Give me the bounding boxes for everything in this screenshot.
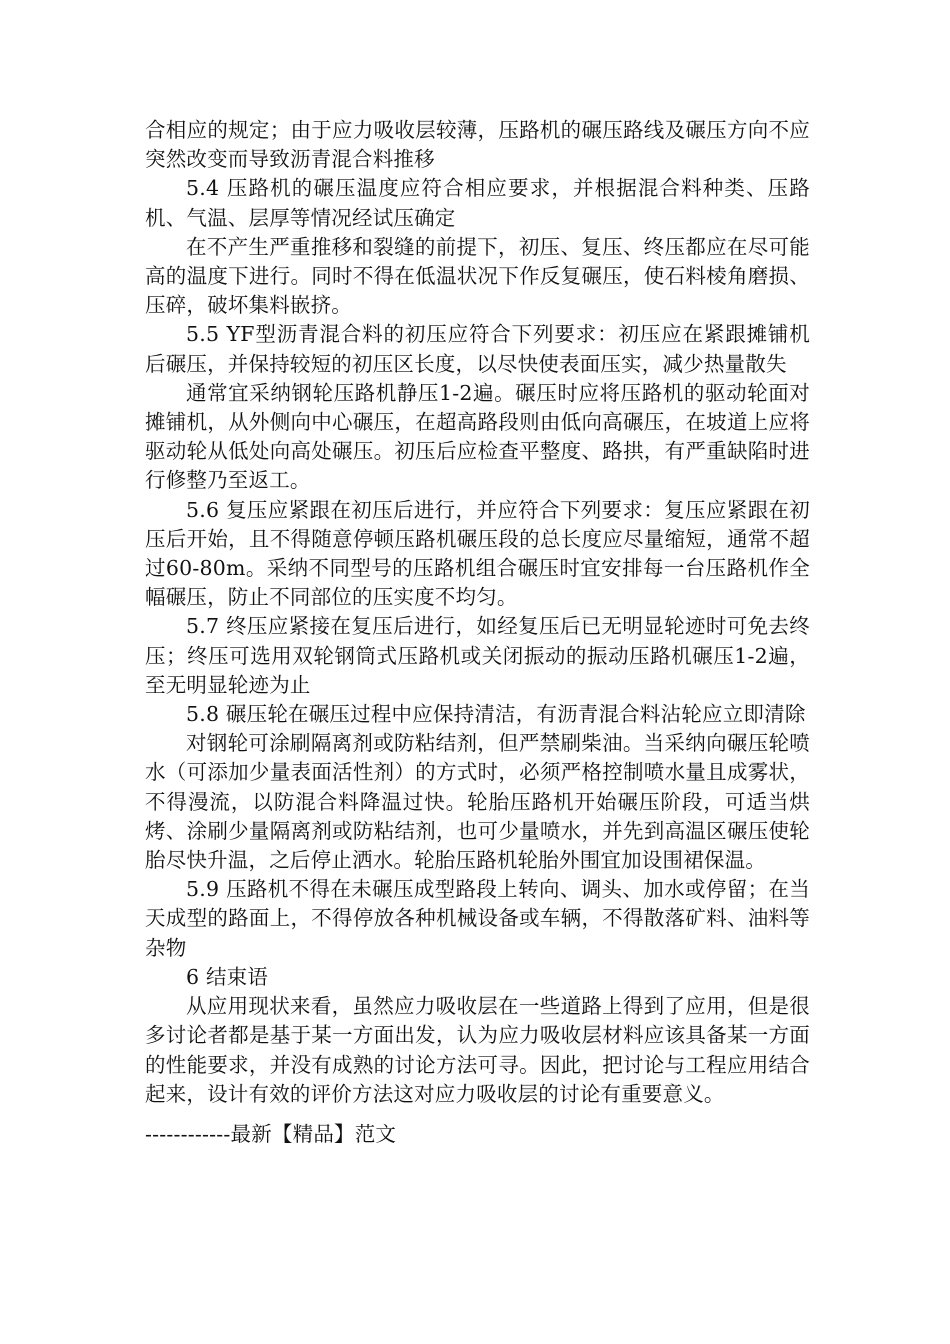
paragraph-continuation: 合相应的规定；由于应力吸收层较薄，压路机的碾压路线及碾压方向不应突然改变而导致沥青混合料推移 [145,118,810,172]
paragraph-roller-cleaning: 对钢轮可涂刷隔离剂或防粘结剂，但严禁刷柴油。当采纳向碾压轮喷水（可添加少量表面活性剂）的方式时，必须严格控制喷水量且成雾状，不得漫流，以防混合料降温过快。轮胎压路机开始碾压阶段，可适当烘烤、涂刷少量隔离剂或防粘结剂，也可少量喷水，并先到高温区碾压使轮胎尽快升温，之后停止洒水。轮胎压路机轮胎外围宜加设围裙保温。 [145,731,810,873]
paragraph-5-5: 5.5 YF型沥青混合料的初压应符合下列要求：初压应在紧跟摊铺机后碾压，并保持较短的初压区长度，以尽快使表面压实，减少热量散失 [145,322,810,376]
paragraph-compaction-temperature: 在不产生严重推移和裂缝的前提下，初压、复压、终压都应在尽可能高的温度下进行。同时不得在低温状况下作反复碾压，使石料棱角磨损、压碎，破坏集料嵌挤。 [145,234,810,318]
paragraph-5-8: 5.8 碾压轮在碾压过程中应保持清洁，有沥青混合料沾轮应立即清除 [186,702,806,727]
paragraph-5-4: 5.4 压路机的碾压温度应符合相应要求，并根据混合料种类、压路机、气温、层厚等情况经试压确定 [145,176,810,230]
section-heading-conclusion: 6 结束语 [186,964,269,989]
footer-text: ------------最新【精品】范文 [145,1122,397,1146]
document-body [145,116,810,1109]
paragraph-initial-compaction: 通常宜采纳钢轮压路机静压1-2遍。碾压时应将压路机的驱动轮面对摊铺机，从外侧向中心碾压，在超高路段则由低向高碾压，在坡道上应将驱动轮从低处向高处碾压。初压后应检查平整度、路拱，有严重缺陷时进行修整乃至返工。 [145,380,810,493]
paragraph-conclusion: 从应用现状来看，虽然应力吸收层在一些道路上得到了应用，但是很多讨论者都是基于某一方面出发，认为应力吸收层材料应该具备某一方面的性能要求，并没有成熟的讨论方法可寻。因此，把讨论与工程应用结合起来，设计有效的评价方法这对应力吸收层的讨论有重要意义。 [145,994,810,1106]
paragraph-5-6: 5.6 复压应紧跟在初压后进行，并应符合下列要求：复压应紧跟在初压后开始，且不得随意停顿压路机碾压段的总长度应尽量缩短，通常不超过60-80m。采纳不同型号的压路机组合碾压时宜安排每一台压路机作全幅碾压，防止不同部位的压实度不均匀。 [145,497,810,610]
paragraph-5-7: 5.7 终压应紧接在复压后进行，如经复压后已无明显轮迹时可免去终压；终压可选用双轮钢筒式压路机或关闭振动的振动压路机碾压1-2遍，至无明显轮迹为止 [145,614,810,697]
paragraph-5-9: 5.9 压路机不得在未碾压成型路段上转向、调头、加水或停留；在当天成型的路面上，不得停放各种机械设备或车辆，不得散落矿料、油料等杂物 [145,877,810,960]
